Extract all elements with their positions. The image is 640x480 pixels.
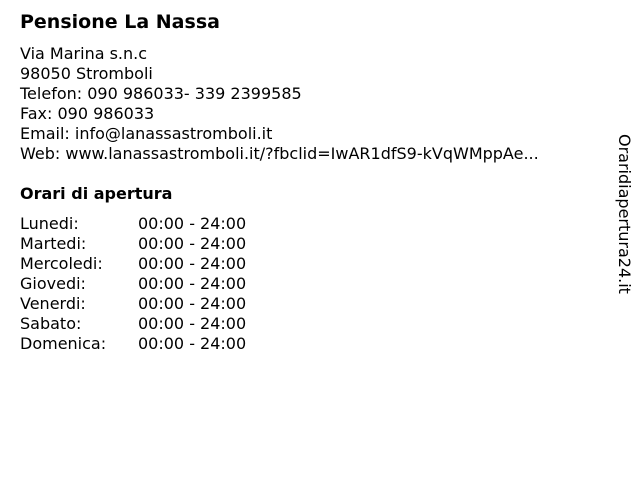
hours-row-sunday (20, 334, 246, 354)
opening-hours-title: Orari di apertura (20, 184, 173, 203)
hours-row-thursday (20, 274, 246, 294)
site-brand: Oraridiapertura24.it (615, 134, 634, 294)
day-label: Giovedi: (20, 274, 86, 293)
time-range: 00:00 - 24:00 (138, 274, 247, 293)
day-label: Mercoledi: (20, 254, 103, 273)
day-label: Lunedi: (20, 214, 79, 233)
phone-number: Telefon: 090 986033- 339 2399585 (20, 84, 302, 103)
time-range: 00:00 - 24:00 (138, 254, 247, 273)
city-address: 98050 Stromboli (20, 64, 153, 83)
time-range: 00:00 - 24:00 (138, 234, 247, 253)
hours-row-tuesday (20, 234, 246, 254)
day-label: Venerdi: (20, 294, 86, 313)
day-label: Domenica: (20, 334, 107, 353)
hours-row-wednesday (20, 254, 246, 274)
business-name: Pensione La Nassa (20, 11, 220, 33)
contact-block (20, 44, 539, 164)
fax-number: Fax: 090 986033 (20, 104, 155, 123)
email-address: Email: info@lanassastromboli.it (20, 124, 273, 143)
website-url: Web: www.lanassastromboli.it/?fbclid=IwAR1dfS9-kVqWMppAe... (20, 144, 539, 163)
time-range: 00:00 - 24:00 (138, 214, 247, 233)
hours-row-saturday (20, 314, 246, 334)
time-range: 00:00 - 24:00 (138, 314, 247, 333)
time-range: 00:00 - 24:00 (138, 294, 247, 313)
day-label: Martedi: (20, 234, 87, 253)
hours-row-friday (20, 294, 246, 314)
time-range: 00:00 - 24:00 (138, 334, 247, 353)
day-label: Sabato: (20, 314, 82, 333)
street-address: Via Marina s.n.c (20, 44, 148, 63)
hours-row-monday (20, 214, 246, 234)
opening-hours-table (20, 214, 246, 354)
